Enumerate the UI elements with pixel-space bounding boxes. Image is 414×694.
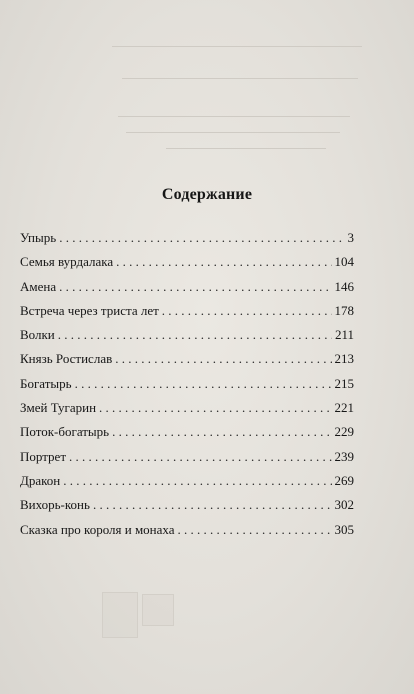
toc-entry-page: 221 <box>334 400 354 416</box>
toc-entry-title: Встреча через триста лет <box>20 302 159 318</box>
toc-entry <box>20 518 354 542</box>
toc-entry <box>20 493 354 517</box>
toc-entry-page: 239 <box>334 448 354 464</box>
bleed-through-line <box>118 116 350 117</box>
bleed-through-line <box>112 46 362 47</box>
toc-entry-page: 269 <box>334 472 354 488</box>
toc-title: Содержание <box>161 186 253 203</box>
toc-entry <box>20 347 354 371</box>
bleed-through-line <box>122 78 358 79</box>
toc-entry-page: 104 <box>334 254 354 270</box>
toc-entry-page: 211 <box>334 327 354 343</box>
toc-entry <box>20 372 354 396</box>
toc-entry <box>20 323 354 347</box>
bleed-through-line <box>126 132 340 133</box>
toc-entry-page: 213 <box>334 351 354 367</box>
toc-entry-page: 178 <box>334 302 354 318</box>
toc-entry-title: Богатырь <box>20 375 72 391</box>
bleed-through-mark <box>142 594 174 626</box>
toc-entry-page: 302 <box>334 497 354 513</box>
dot-leader <box>115 347 331 371</box>
dot-leader <box>63 469 331 493</box>
toc-entry-page: 215 <box>334 375 354 391</box>
toc-entry-title: Сказка про короля и монаха <box>20 521 175 537</box>
toc-entry <box>20 420 354 444</box>
dot-leader <box>162 299 332 323</box>
toc-entry <box>20 275 354 299</box>
toc-entry-title: Дракон <box>20 472 61 488</box>
dot-leader <box>59 226 344 250</box>
toc-entry <box>20 299 354 323</box>
toc-entry-title: Портрет <box>20 448 67 464</box>
toc-entry-title: Змей Тугарин <box>20 400 97 416</box>
toc-entry <box>20 250 354 274</box>
toc-entry-title: Упырь <box>20 230 57 245</box>
toc-entry <box>20 445 354 469</box>
toc-entry-title: Амена <box>20 278 57 294</box>
toc-entry-title: Семья вурдалака <box>20 254 114 270</box>
dot-leader <box>178 518 332 542</box>
bleed-through-line <box>166 148 326 149</box>
bleed-through-mark <box>102 592 138 638</box>
toc-entry <box>20 469 354 493</box>
toc-entry-page: 229 <box>334 424 354 440</box>
toc-entry-title: Волки <box>20 327 55 343</box>
toc-entry <box>20 396 354 420</box>
toc-list <box>20 226 354 542</box>
toc-entry-title: Поток-богатырь <box>20 424 110 440</box>
dot-leader <box>99 396 331 420</box>
toc-entry-page: 305 <box>334 521 354 537</box>
toc-entry-title: Вихорь-конь <box>20 497 90 513</box>
toc-entry-title: Князь Ростислав <box>20 351 113 367</box>
toc-entry <box>20 226 354 250</box>
dot-leader <box>59 275 331 299</box>
dot-leader <box>116 250 331 274</box>
dot-leader <box>112 420 331 444</box>
toc-entry-page: 146 <box>334 278 354 294</box>
dot-leader <box>69 445 331 469</box>
dot-leader <box>58 323 332 347</box>
dot-leader <box>75 372 332 396</box>
toc-entry-page: 3 <box>347 230 354 245</box>
dot-leader <box>93 493 332 517</box>
